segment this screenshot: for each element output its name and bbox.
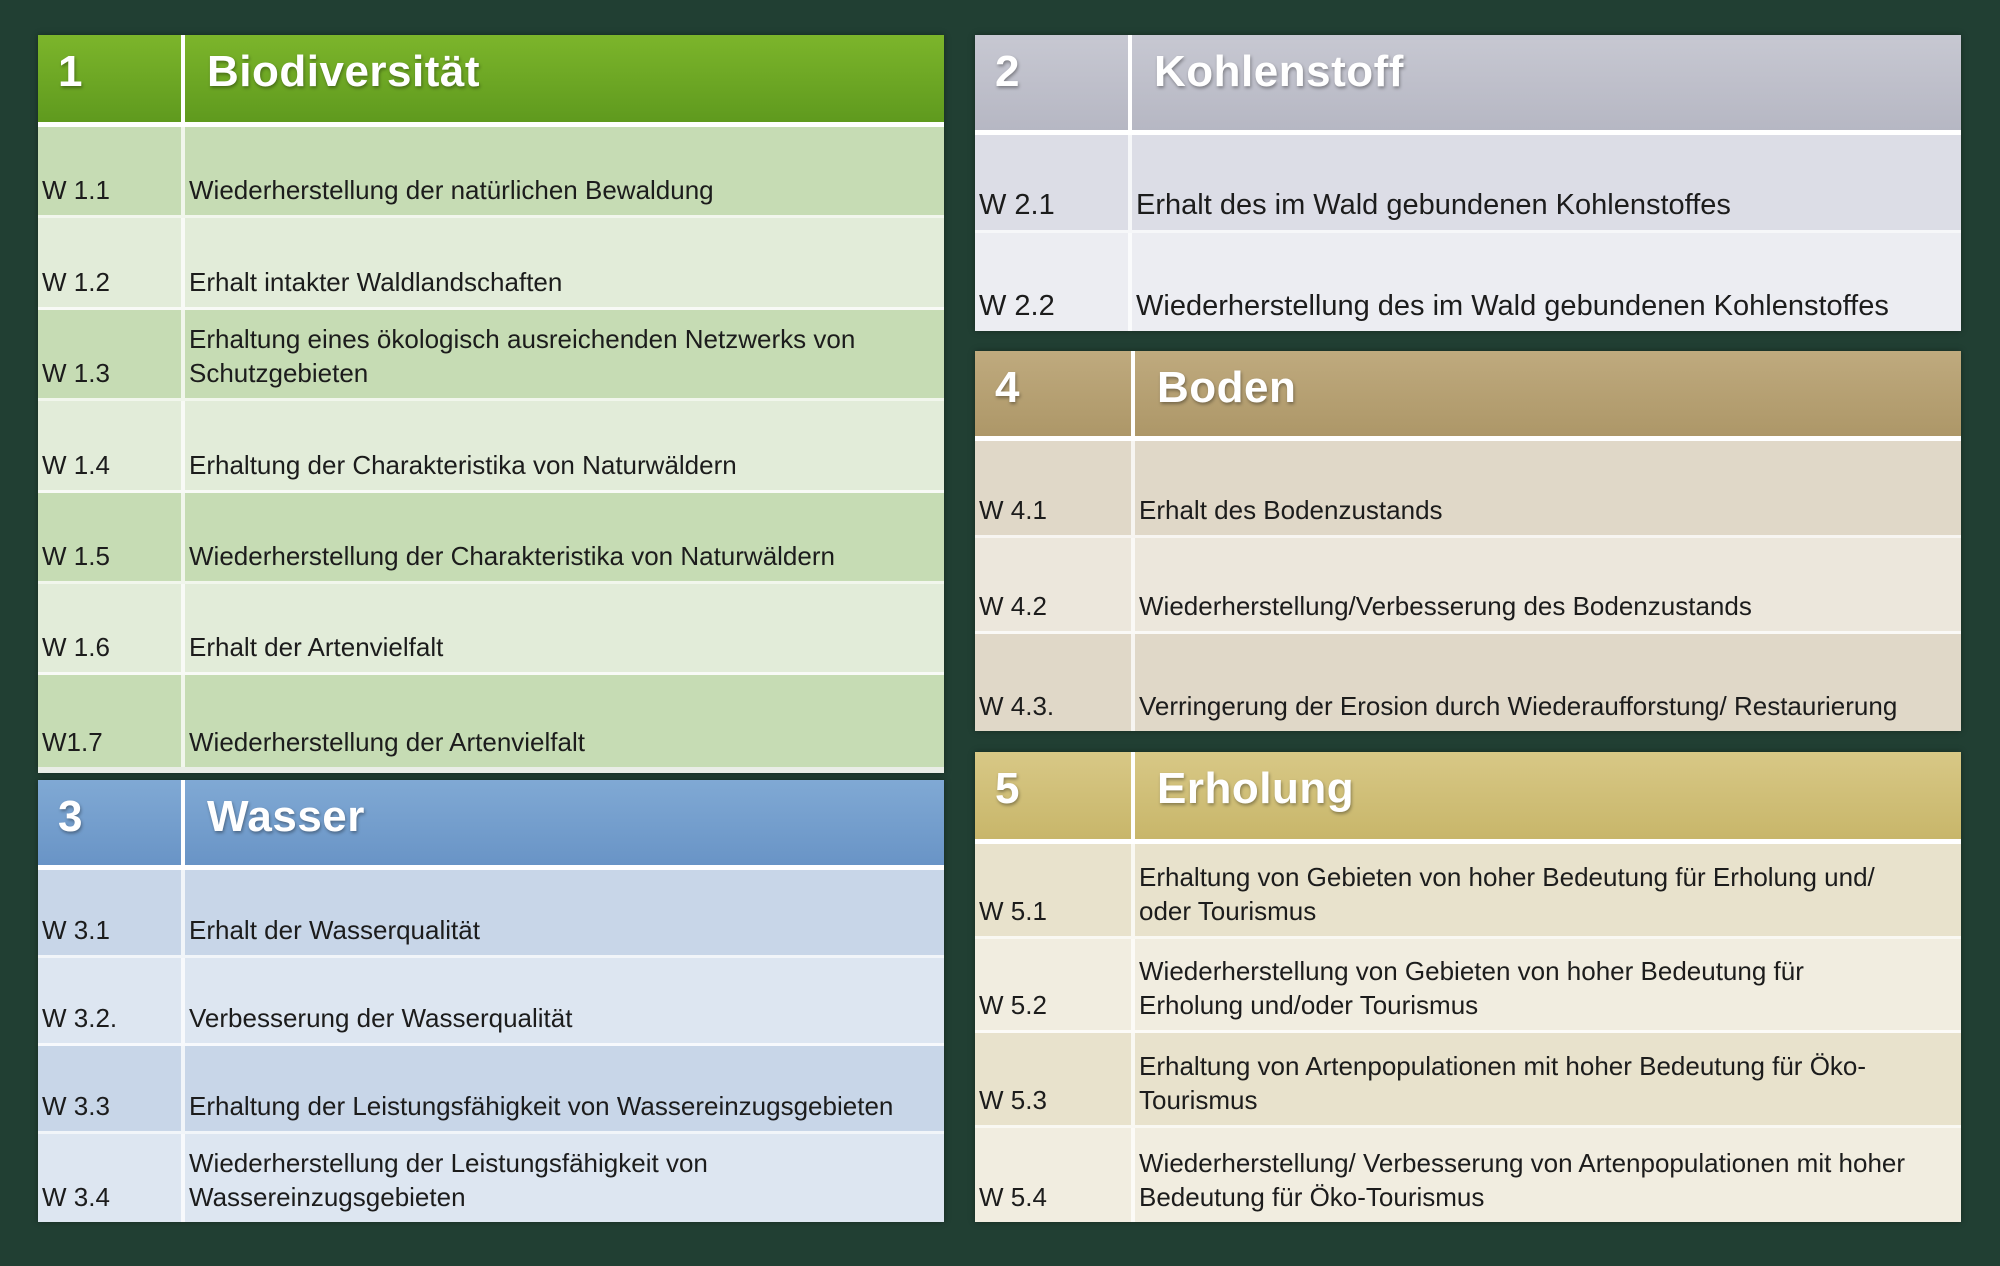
goal-row bbox=[38, 958, 944, 1046]
goal-row bbox=[38, 584, 944, 675]
goal-code: W 3.4 bbox=[38, 1134, 185, 1222]
panel-title: Wasser bbox=[207, 792, 365, 841]
goal-text: Wiederherstellung des im Wald gebundenen Kohlenstoffes bbox=[1136, 290, 1889, 322]
panel-title: Boden bbox=[1157, 363, 1297, 412]
goal-code: W 5.3 bbox=[975, 1033, 1135, 1125]
goal-text: Erhaltung der Charakteristika von Naturwäldern bbox=[189, 449, 737, 480]
goal-text: Wiederherstellung/ Verbesserung von Artenpopulationen mit hoher Bedeutung für Öko-Tourismus bbox=[1139, 1148, 1906, 1212]
panel-biodiversitaet bbox=[38, 35, 944, 773]
goal-row bbox=[975, 634, 1961, 731]
goal-row bbox=[38, 675, 944, 766]
goal-row bbox=[975, 538, 1961, 635]
panel-title: Biodiversität bbox=[207, 47, 481, 96]
goal-code: W 1.3 bbox=[38, 310, 185, 398]
goal-list bbox=[975, 844, 1961, 1222]
goal-code: W 2.2 bbox=[975, 233, 1132, 331]
goal-code: W 1.1 bbox=[38, 127, 185, 215]
goal-text: Erhaltung von Artenpopulationen mit hoher Bedeutung für Öko-Tourismus bbox=[1139, 1050, 1867, 1115]
goal-code: W 4.1 bbox=[975, 441, 1135, 535]
goal-row bbox=[975, 939, 1961, 1034]
panel-header bbox=[38, 780, 944, 870]
goal-code: W 3.1 bbox=[38, 870, 185, 955]
goal-text: Erhalt der Wasserqualität bbox=[189, 915, 480, 945]
panel-number: 2 bbox=[975, 35, 1132, 130]
goal-text: Erhalt des Bodenzustands bbox=[1139, 494, 1443, 525]
goal-list bbox=[975, 135, 1961, 331]
panel-number: 4 bbox=[975, 351, 1135, 436]
goal-code: W 1.6 bbox=[38, 584, 185, 672]
goal-row bbox=[38, 401, 944, 492]
panel-header bbox=[975, 35, 1961, 135]
goal-code: W 4.2 bbox=[975, 538, 1135, 632]
goal-row bbox=[38, 310, 944, 401]
panel-title: Erholung bbox=[1157, 764, 1355, 813]
goal-text: Erhalt des im Wald gebundenen Kohlenstoffes bbox=[1136, 189, 1731, 221]
goal-text: Wiederherstellung von Gebieten von hoher Bedeutung für Erholung und/oder Tourismus bbox=[1139, 956, 1804, 1020]
goal-text: Erhalt intakter Waldlandschaften bbox=[189, 266, 563, 297]
panel-boden bbox=[975, 351, 1961, 731]
goal-code: W 3.3 bbox=[38, 1046, 185, 1131]
panel-number: 1 bbox=[38, 35, 185, 122]
goal-row bbox=[38, 493, 944, 584]
panel-title: Kohlenstoff bbox=[1154, 47, 1404, 96]
panel-header bbox=[38, 35, 944, 127]
goal-text: Wiederherstellung der Charakteristika von Naturwäldern bbox=[189, 540, 835, 571]
goal-text: Wiederherstellung der Artenvielfalt bbox=[189, 726, 585, 757]
goal-row bbox=[38, 1134, 944, 1222]
goal-code: W 1.5 bbox=[38, 493, 185, 581]
goal-code: W 1.4 bbox=[38, 401, 185, 489]
panel-number: 5 bbox=[975, 752, 1135, 839]
goal-list bbox=[975, 441, 1961, 731]
goal-row bbox=[975, 135, 1961, 233]
goal-code: W 5.2 bbox=[975, 939, 1135, 1031]
goal-text: Wiederherstellung der Leistungsfähigkeit von Wassereinzugsgebieten bbox=[189, 1148, 708, 1212]
goal-text: Erhaltung der Leistungsfähigkeit von Wassereinzugsgebieten bbox=[189, 1091, 894, 1121]
goal-row bbox=[38, 1046, 944, 1134]
goal-code: W1.7 bbox=[38, 675, 185, 766]
panel-erholung bbox=[975, 752, 1961, 1222]
goal-row bbox=[975, 441, 1961, 538]
goal-code: W 1.2 bbox=[38, 218, 185, 306]
panel-header bbox=[975, 351, 1961, 441]
panel-number: 3 bbox=[38, 780, 185, 865]
goal-text: Wiederherstellung/Verbesserung des Bodenzustands bbox=[1139, 591, 1752, 622]
panel-kohlenstoff bbox=[975, 35, 1961, 331]
goal-text: Erhaltung von Gebieten von hoher Bedeutung für Erholung und/ oder Tourismus bbox=[1139, 861, 1875, 926]
goal-code: W 2.1 bbox=[975, 135, 1132, 230]
goal-row bbox=[975, 233, 1961, 331]
goal-row bbox=[975, 844, 1961, 939]
goal-text: Erhalt der Artenvielfalt bbox=[189, 632, 444, 663]
goal-row bbox=[38, 870, 944, 958]
goal-row bbox=[975, 1033, 1961, 1128]
panel-header bbox=[975, 752, 1961, 844]
goal-list bbox=[38, 870, 944, 1222]
goal-list bbox=[38, 127, 944, 767]
goal-text: Verringerung der Erosion durch Wiederaufforstung/ Restaurierung bbox=[1139, 690, 1898, 721]
panel-wasser bbox=[38, 780, 944, 1222]
goal-text: Erhaltung eines ökologisch ausreichenden Netzwerks von Schutzgebieten bbox=[189, 324, 856, 389]
goal-code: W 5.4 bbox=[975, 1128, 1135, 1223]
goal-row bbox=[38, 127, 944, 218]
goal-code: W 5.1 bbox=[975, 844, 1135, 936]
goal-code: W 4.3. bbox=[975, 634, 1135, 731]
goal-text: Wiederherstellung der natürlichen Bewaldung bbox=[189, 175, 714, 206]
goal-text: Verbesserung der Wasserqualität bbox=[189, 1003, 573, 1033]
goal-row bbox=[38, 218, 944, 309]
goal-code: W 3.2. bbox=[38, 958, 185, 1043]
goal-row bbox=[975, 1128, 1961, 1223]
